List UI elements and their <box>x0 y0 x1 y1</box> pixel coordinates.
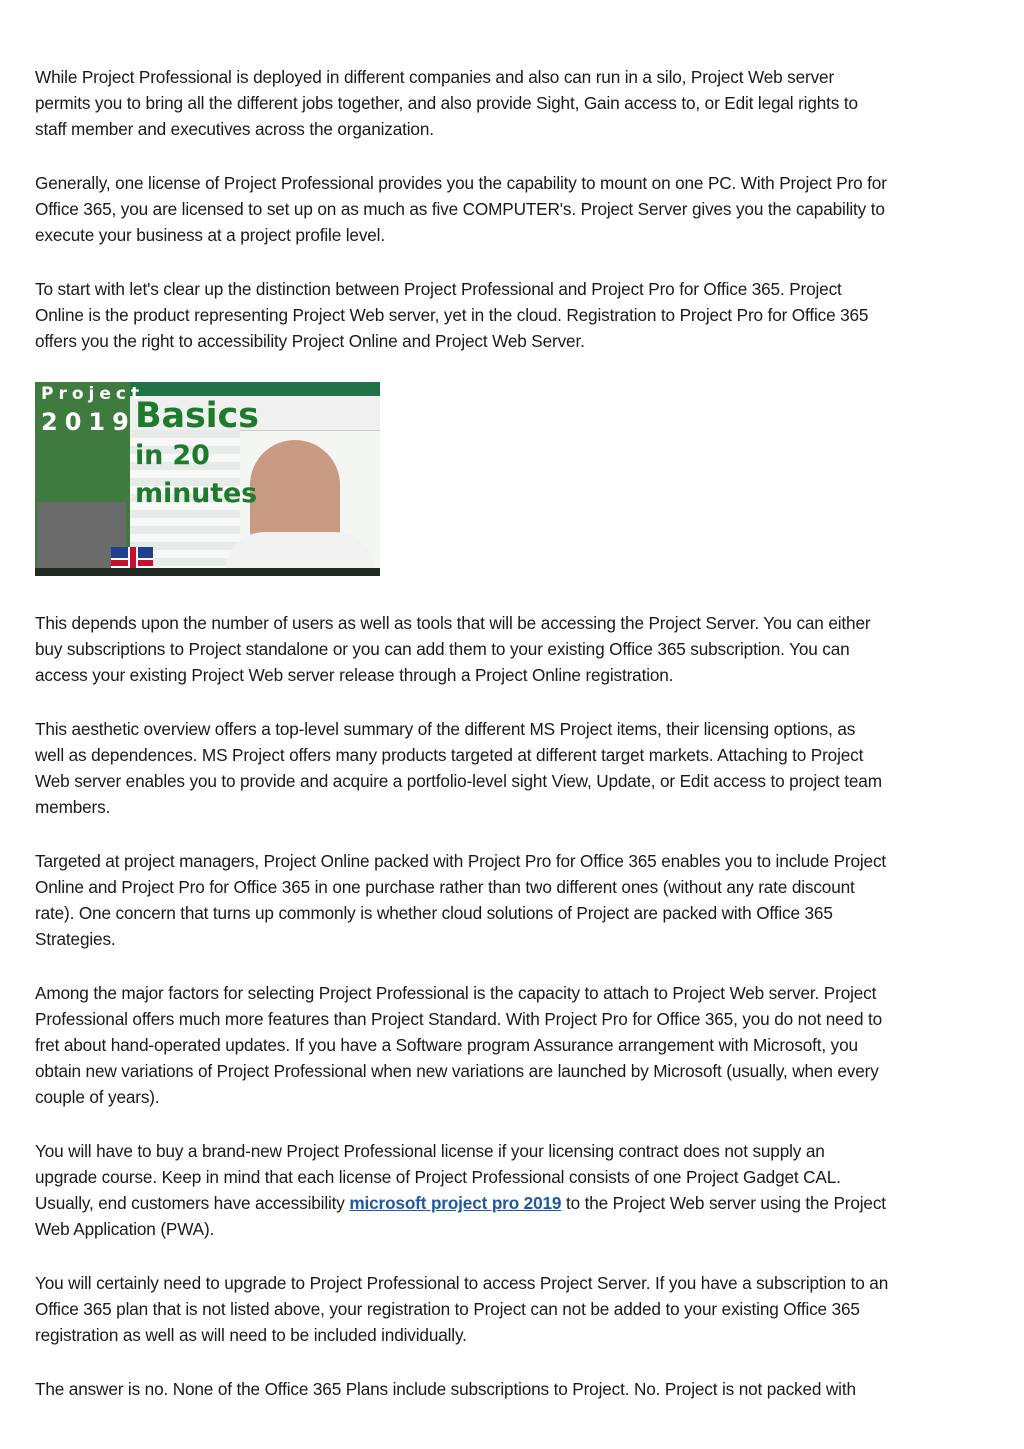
text-line: staff member and executives across the organization. <box>35 119 434 139</box>
text-line: permits you to bring all the different jobs together, and also provide Sight, Gain access to, or Edit legal rights to <box>35 93 858 113</box>
thumbnail-in20: in 20 <box>135 440 210 471</box>
text-line: Online is the product representing Project Web server, yet in the cloud. Registration to Project Pro for Office 365 <box>35 305 869 325</box>
paragraph-group-middle <box>35 610 995 1110</box>
text-line: You will certainly need to upgrade to Project Professional to access Project Server. If you have a subscription to an <box>35 1273 889 1293</box>
text-line: offers you the right to accessibility Project Online and Project Web Server. <box>35 331 585 351</box>
microsoft-project-pro-2019-link[interactable]: microsoft project pro 2019 <box>349 1193 562 1213</box>
paragraph <box>35 1270 995 1348</box>
text-line: registration as well as will need to be included individually. <box>35 1325 467 1345</box>
text-after-link: to the Project Web server using the Project <box>561 1193 886 1213</box>
text-line: couple of years). <box>35 1087 160 1107</box>
text-line <box>35 1190 995 1216</box>
text-line: execute your business at a project profile level. <box>35 225 385 245</box>
article-body <box>35 64 995 1430</box>
thumbnail-taskbar <box>35 568 380 576</box>
text-line: Generally, one license of Project Professional provides you the capability to mount on one PC. With Project Pro for <box>35 173 887 193</box>
text-line: Strategies. <box>35 929 116 949</box>
paragraph <box>35 64 995 142</box>
text-line: rate). One concern that turns up commonly is whether cloud solutions of Project are packed with Office 365 <box>35 903 833 923</box>
text-line: Web server enables you to provide and acquire a portfolio-level sight View, Update, or Edit access to project team <box>35 771 882 791</box>
paragraph <box>35 848 995 952</box>
thumbnail-minutes: minutes <box>135 478 258 509</box>
thumbnail-title-project: Project <box>41 384 145 404</box>
text-line: well as dependences. MS Project offers many products targeted at different target markets. Attaching to Project <box>35 745 864 765</box>
thumbnail-title-year: 2019 <box>41 408 136 436</box>
paragraph <box>35 610 995 688</box>
text-line: access your existing Project Web server release through a Project Online registration. <box>35 665 674 685</box>
text-line: The answer is no. None of the Office 365 Plans include subscriptions to Project. No. Project is not packed with <box>35 1379 856 1399</box>
text-line: Online and Project Pro for Office 365 in one purchase rather than two different ones (without any rate discount <box>35 877 855 897</box>
paragraph <box>35 980 995 1110</box>
thumbnail-basics: Basics <box>135 396 259 436</box>
text-line: Office 365, you are licensed to set up on as much as five COMPUTER's. Project Server gives you the capability to <box>35 199 885 219</box>
video-thumbnail-image[interactable] <box>35 382 380 576</box>
text-line: Web Application (PWA). <box>35 1219 215 1239</box>
text-line: Among the major factors for selecting Project Professional is the capacity to attach to Project Web server. Project <box>35 983 877 1003</box>
paragraph <box>35 1376 995 1402</box>
text-line: fret about hand-operated updates. If you have a Software program Assurance arrangement with Microsoft, you <box>35 1035 858 1055</box>
text-line: Targeted at project managers, Project Online packed with Project Pro for Office 365 enables you to include Project <box>35 851 887 871</box>
thumbnail-ribbon <box>130 382 380 396</box>
paragraph <box>35 276 995 354</box>
text-line: To start with let's clear up the distinction between Project Professional and Project Pro for Office 365. Project <box>35 279 842 299</box>
text-before-link: Usually, end customers have accessibility <box>35 1193 350 1213</box>
text-line: While Project Professional is deployed in different companies and also can run in a silo, Project Web server <box>35 67 835 87</box>
text-line: upgrade course. Keep in mind that each license of Project Professional consists of one Project Gadget CAL. <box>35 1167 841 1187</box>
text-line: Professional offers much more features than Project Standard. With Project Pro for Office 365, you do not need to <box>35 1009 883 1029</box>
text-line: buy subscriptions to Project standalone or you can add them to your existing Office 365 subscription. You can <box>35 639 850 659</box>
text-line: This aesthetic overview offers a top-level summary of the different MS Project items, their licensing options, as <box>35 719 856 739</box>
paragraph-group-top <box>35 64 995 354</box>
paragraph <box>35 170 995 248</box>
text-line: members. <box>35 797 111 817</box>
paragraph <box>35 716 995 820</box>
text-line: This depends upon the number of users as well as tools that will be accessing the Project Server. You can either <box>35 613 871 633</box>
paragraph-group-bottom <box>35 1270 995 1402</box>
text-line: obtain new variations of Project Professional when new variations are launched by Microsoft (usually, when every <box>35 1061 879 1081</box>
paragraph-with-link <box>35 1138 995 1242</box>
text-line: You will have to buy a brand-new Project Professional license if your licensing contract does not supply an <box>35 1141 825 1161</box>
text-line: Office 365 plan that is not listed above, your registration to Project can not be added to your existing Office 365 <box>35 1299 860 1319</box>
